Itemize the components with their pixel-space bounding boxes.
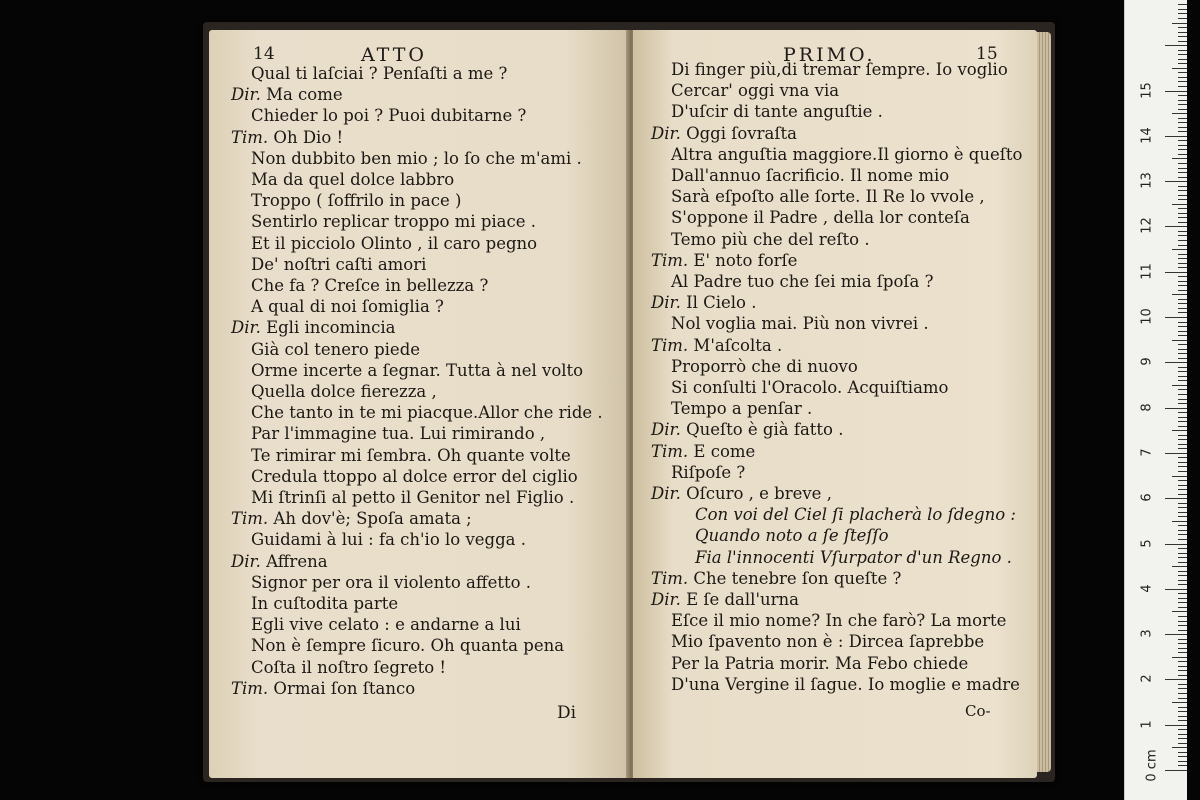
ruler-tick [1178, 50, 1187, 51]
ruler-tick [1178, 688, 1187, 689]
ruler-tick [1178, 358, 1187, 359]
ruler-tick [1178, 163, 1187, 164]
ruler-tick [1165, 679, 1187, 680]
ruler-tick [1178, 421, 1187, 422]
ruler-tick [1178, 140, 1187, 141]
ruler-tick [1172, 294, 1187, 295]
ruler-tick [1165, 408, 1187, 409]
speaker-line [231, 85, 343, 105]
ruler-tick [1172, 747, 1187, 748]
ruler-tick [1178, 104, 1187, 105]
speaker-name: Dir. [231, 318, 267, 338]
page-edges [1037, 32, 1051, 772]
verse-line: Con voi del Ciel ſi placherà lo ſdegno : [695, 505, 1016, 525]
ruler-number: 10 [1139, 308, 1155, 325]
ruler-tick [1172, 68, 1187, 69]
speaker-name: Tim. [231, 678, 274, 698]
verse-line: Mi ſtrinſi al petto il Genitor nel Figlio . [251, 488, 575, 507]
ruler-tick [1178, 399, 1187, 400]
ruler-tick [1178, 299, 1187, 300]
ruler-tick [1178, 235, 1187, 236]
ruler-tick [1178, 335, 1187, 336]
speaker-name: Dir. [651, 123, 687, 143]
ruler-tick [1178, 190, 1187, 191]
verse-line: Fia l'innocenti Vſurpator d'un Regno . [695, 547, 1012, 567]
ruler-tick [1178, 571, 1187, 572]
ruler-tick [1178, 77, 1187, 78]
verse-line: Qual ti laſciai ? Penſaſti a me ? [251, 64, 508, 83]
ruler-tick [1178, 530, 1187, 531]
running-header-right: PRIMO. [783, 44, 876, 66]
ruler-tick [1178, 593, 1187, 594]
ruler-tick [1178, 525, 1187, 526]
speaker-line [651, 484, 832, 504]
ruler-tick [1178, 32, 1187, 33]
measurement-ruler [1124, 0, 1187, 800]
verse-line: Che tanto in te mi piacque.Allor che ride . [251, 403, 603, 423]
ruler-tick [1172, 702, 1187, 703]
ruler-tick [1178, 127, 1187, 128]
ruler-tick [1172, 566, 1187, 567]
speaker-name: Dir. [651, 420, 687, 440]
ruler-tick [1178, 489, 1187, 490]
ruler-tick [1165, 226, 1187, 227]
ruler-tick [1178, 131, 1187, 132]
ruler-tick [1178, 308, 1187, 309]
verse-line: Dall'annuo ſacrificio. Il nome mio [671, 166, 950, 185]
verse-line: Guidami à lui : fa ch'io lo vegga . [251, 530, 527, 550]
ruler-tick [1178, 539, 1187, 540]
ruler-tick [1165, 136, 1187, 137]
speaker-name: Tim. [231, 127, 274, 147]
ruler-tick [1178, 693, 1187, 694]
ruler-number: 8 [1139, 402, 1155, 412]
ruler-tick [1178, 417, 1187, 418]
speaker-line [651, 420, 843, 440]
verse-line: Nol voglia mai. Più non vivrei . [671, 314, 929, 334]
ruler-tick [1178, 661, 1187, 662]
ruler-tick [1178, 639, 1187, 640]
speaker-name: Dir. [231, 85, 267, 105]
ruler-tick [1178, 534, 1187, 535]
verse-line: S'oppone il Padre , della lor conteſa [671, 208, 970, 228]
ruler-tick [1178, 707, 1187, 708]
ruler-tick [1178, 290, 1187, 291]
ruler-tick [1178, 394, 1187, 395]
ruler-number: 13 [1139, 172, 1155, 189]
speaker-line [231, 679, 415, 699]
ruler-tick [1178, 303, 1187, 304]
ruler-tick [1165, 544, 1187, 545]
ruler-tick [1178, 371, 1187, 372]
ruler-tick [1178, 213, 1187, 214]
ruler-tick [1165, 272, 1187, 273]
speaker-name: Tim. [651, 568, 694, 588]
verse-line: Al Padre tuo che ſei mia ſpoſa ? [671, 272, 934, 291]
ruler-tick [1178, 426, 1187, 427]
ruler-tick [1178, 86, 1187, 87]
ruler-tick [1178, 95, 1187, 96]
ruler-tick [1178, 471, 1187, 472]
ruler-tick [1165, 91, 1187, 92]
ruler-tick [1178, 149, 1187, 150]
speech-text: Oſcuro , e breve , [686, 484, 832, 503]
ruler-tick [1178, 331, 1187, 332]
ruler-tick [1178, 738, 1187, 739]
ruler-tick [1178, 720, 1187, 721]
verse-line: D'una Vergine il ſague. Io moglie e madre [671, 674, 1020, 694]
ruler-tick [1178, 765, 1187, 766]
ruler-number: 6 [1139, 493, 1155, 502]
ruler-tick [1178, 18, 1187, 19]
ruler-tick [1178, 444, 1187, 445]
ruler-tick [1165, 725, 1187, 726]
ruler-tick [1178, 616, 1187, 617]
ruler-tick [1178, 118, 1187, 119]
verse-line: Proporrò che di nuovo [671, 356, 858, 376]
open-book [203, 22, 1055, 782]
ruler-tick [1178, 648, 1187, 649]
verse-line: Sarà eſpoſto alle ſorte. Il Re lo vvole , [671, 187, 985, 207]
verse-line: Riſpoſe ? [671, 462, 746, 482]
ruler-tick [1178, 312, 1187, 313]
ruler-tick [1178, 168, 1187, 169]
verse-line: Troppo ( ſoffrilo in pace ) [251, 191, 462, 211]
ruler-tick [1178, 72, 1187, 73]
ruler-tick [1178, 553, 1187, 554]
speaker-line [231, 318, 395, 338]
ruler-tick [1178, 607, 1187, 608]
ruler-tick [1178, 734, 1187, 735]
ruler-tick [1178, 9, 1187, 10]
ruler-tick [1178, 756, 1187, 757]
speaker-line [651, 251, 797, 271]
ruler-tick [1178, 512, 1187, 513]
ruler-tick [1172, 23, 1187, 24]
ruler-tick [1178, 503, 1187, 504]
ruler-number: 14 [1139, 127, 1155, 144]
ruler-tick [1178, 448, 1187, 449]
ruler-tick [1178, 602, 1187, 603]
ruler-tick [1178, 195, 1187, 196]
speaker-line [231, 552, 328, 572]
speech-text: E ſe dall'urna [686, 590, 799, 609]
ruler-tick [1178, 208, 1187, 209]
ruler-tick [1178, 281, 1187, 282]
ruler-tick [1178, 643, 1187, 644]
ruler-tick [1178, 652, 1187, 653]
speaker-line [231, 509, 472, 529]
ruler-tick [1178, 439, 1187, 440]
verse-line: Quando noto a ſe ſteſſo [695, 526, 889, 546]
ruler-tick [1178, 186, 1187, 187]
ruler-unit-label: 0 cm [1144, 749, 1160, 782]
ruler-tick [1172, 204, 1187, 205]
running-header-left: ATTO [361, 44, 427, 66]
speech-text: Ormai ſon ſtanco [273, 678, 416, 698]
verse-line: D'uſcir di tante anguſtie . [671, 102, 883, 122]
ruler-tick [1165, 634, 1187, 635]
ruler-tick [1178, 711, 1187, 712]
verse-line: Sentirlo replicar troppo mi piace . [251, 212, 537, 232]
verse-line: Non è ſempre ſicuro. Oh quanta pena [251, 636, 565, 656]
ruler-tick [1178, 231, 1187, 232]
verse-line: A qual di noi ſomiglia ? [251, 297, 444, 317]
verse-line: Mio ſpavento non è : Dircea ſaprebbe [671, 632, 985, 652]
ruler-tick [1178, 353, 1187, 354]
speaker-line [651, 293, 757, 313]
ruler-tick [1178, 621, 1187, 622]
ruler-tick [1178, 480, 1187, 481]
ruler-tick [1172, 430, 1187, 431]
ruler-tick [1172, 611, 1187, 612]
ruler-tick [1172, 476, 1187, 477]
verse-line: Si conſulti l'Oracolo. Acquiſtiamo [671, 378, 949, 397]
verse-line: Et il picciolo Olinto , il caro pegno [251, 233, 538, 253]
ruler-number: 9 [1139, 357, 1155, 366]
ruler-tick [1178, 326, 1187, 327]
speaker-name: Tim. [651, 250, 694, 270]
ruler-tick [1172, 340, 1187, 341]
ruler-tick [1178, 666, 1187, 667]
ruler-tick [1178, 4, 1187, 5]
ruler-tick [1172, 249, 1187, 250]
ruler-tick [1178, 217, 1187, 218]
ruler-tick [1178, 263, 1187, 264]
ruler-tick [1178, 245, 1187, 246]
ruler-tick [1178, 54, 1187, 55]
ruler-tick [1178, 743, 1187, 744]
verse-line: Orme incerte a ſegnar. Tutta à nel volto [251, 360, 584, 380]
ruler-tick [1178, 598, 1187, 599]
verse-line: Ma da quel dolce labbro [251, 170, 455, 189]
ruler-tick [1178, 562, 1187, 563]
verse-line: Che fa ? Creſce in bellezza ? [251, 276, 489, 295]
ruler-tick [1178, 462, 1187, 463]
ruler-number: 7 [1139, 448, 1155, 457]
verse-line: Già col tenero piede [251, 339, 421, 359]
ruler-tick [1178, 81, 1187, 82]
catchword-right: Co- [965, 702, 991, 720]
ruler-tick [1178, 254, 1187, 255]
speaker-name: Tim. [651, 441, 694, 461]
ruler-number: 3 [1139, 629, 1155, 638]
verse-line: Quella dolce fierezza , [251, 382, 437, 401]
ruler-tick [1172, 113, 1187, 114]
speaker-name: Dir. [651, 590, 687, 609]
speaker-line [651, 442, 755, 462]
verse-line: Di finger più,di tremar ſempre. Io voglio [671, 60, 1008, 79]
left-page [209, 30, 629, 778]
speech-text: E' noto forſe [693, 250, 798, 270]
ruler-tick [1178, 403, 1187, 404]
speech-text: E come [693, 441, 756, 461]
ruler-number: 12 [1139, 217, 1155, 235]
ruler-tick [1178, 172, 1187, 173]
verse-line: Non dubbito ben mio ; lo ſo che m'ami . [251, 148, 582, 168]
verse-line: De' noſtri caſti amori [251, 254, 427, 274]
ruler-tick [1178, 258, 1187, 259]
verse-line: Signor per ora il violento affetto . [251, 572, 532, 592]
ruler-tick [1178, 698, 1187, 699]
ruler-tick [1178, 485, 1187, 486]
ruler-tick [1178, 575, 1187, 576]
speaker-name: Dir. [231, 551, 267, 571]
speech-text: Il Cielo . [686, 293, 757, 313]
ruler-tick [1178, 580, 1187, 581]
speaker-name: Dir. [651, 293, 687, 313]
speech-text: Oggi ſovraſta [686, 123, 797, 143]
ruler-tick [1178, 684, 1187, 685]
verse-line: Altra anguſtia maggiore.Il giorno è queſto [671, 144, 1023, 164]
ruler-tick [1178, 557, 1187, 558]
verse-line: Coſta il noſtro ſegreto ! [251, 657, 447, 677]
verse-line: Eſce il mio nome? In che farò? La morte [671, 611, 1007, 631]
ruler-tick [1178, 376, 1187, 377]
speaker-name: Tim. [231, 509, 274, 529]
speech-text: Oh Dio ! [273, 127, 344, 147]
speaker-line [651, 590, 799, 610]
ruler-tick [1178, 435, 1187, 436]
ruler-number: 4 [1139, 584, 1155, 593]
speech-text: Affrena [266, 551, 328, 571]
ruler-tick [1178, 41, 1187, 42]
ruler-tick [1178, 267, 1187, 268]
ruler-tick [1178, 222, 1187, 223]
speech-text: Egli incomincia [266, 318, 396, 338]
ruler-tick [1178, 466, 1187, 467]
ruler-tick [1178, 625, 1187, 626]
ruler-tick [1178, 494, 1187, 495]
ruler-tick [1178, 36, 1187, 37]
speaker-line [651, 569, 901, 589]
speaker-line [231, 128, 343, 148]
ruler-tick [1178, 752, 1187, 753]
ruler-tick [1178, 548, 1187, 549]
ruler-tick [1178, 675, 1187, 676]
ruler-tick [1165, 770, 1187, 771]
ruler-number: 11 [1139, 262, 1155, 280]
ruler-tick [1178, 154, 1187, 155]
ruler-tick [1172, 158, 1187, 159]
ruler-tick [1178, 367, 1187, 368]
ruler-tick [1178, 412, 1187, 413]
ruler-tick [1178, 380, 1187, 381]
page-number-right: 15 [976, 44, 998, 64]
ruler-tick [1178, 584, 1187, 585]
ruler-tick [1178, 761, 1187, 762]
ruler-tick [1178, 716, 1187, 717]
ruler-tick [1178, 145, 1187, 146]
ruler-tick [1178, 240, 1187, 241]
speech-text: Ma come [266, 85, 343, 105]
speech-text: Che tenebre ſon queſte ? [693, 568, 902, 588]
verse-line: Te rimirar mi ſembra. Oh quante volte [251, 445, 571, 465]
verse-line: Par l'immagine tua. Lui rimirando , [251, 424, 546, 444]
verse-line: Credula ttoppo al dolce error del ciglio [251, 466, 578, 486]
ruler-tick [1178, 276, 1187, 277]
verse-line: Temo più che del reſto . [671, 229, 870, 249]
ruler-tick [1178, 729, 1187, 730]
ruler-tick [1178, 285, 1187, 286]
ruler-number: 5 [1139, 538, 1155, 548]
ruler-tick [1178, 13, 1187, 14]
speech-text: M'aſcolta . [693, 335, 783, 355]
speech-text: Ah dov'è; Spoſa amata ; [273, 509, 472, 529]
speech-text: Queſto è già fatto . [686, 420, 844, 440]
ruler-tick [1178, 63, 1187, 64]
ruler-tick [1165, 181, 1187, 182]
verse-line: Cercar' oggi vna via [671, 81, 840, 101]
ruler-tick [1165, 362, 1187, 363]
ruler-tick [1178, 59, 1187, 60]
ruler-tick [1178, 349, 1187, 350]
verse-line: Chieder lo poi ? Puoi dubitarne ? [251, 106, 527, 126]
ruler-tick [1172, 657, 1187, 658]
ruler-tick [1178, 507, 1187, 508]
ruler-tick [1178, 389, 1187, 390]
verse-line: In cuſtodita parte [251, 594, 399, 613]
ruler-tick [1178, 630, 1187, 631]
ruler-tick [1165, 317, 1187, 318]
ruler-tick [1178, 457, 1187, 458]
speaker-line [651, 124, 797, 144]
ruler-tick [1178, 122, 1187, 123]
speaker-line [651, 336, 782, 356]
ruler-tick [1178, 322, 1187, 323]
ruler-tick [1178, 344, 1187, 345]
speaker-name: Dir. [651, 484, 687, 503]
ruler-tick [1165, 589, 1187, 590]
ruler-tick [1165, 453, 1187, 454]
ruler-tick [1178, 516, 1187, 517]
verse-line: Egli vive celato : e andarne a lui [251, 615, 521, 635]
right-page [633, 30, 1037, 778]
verse-line: Tempo a penſar . [671, 399, 813, 419]
ruler-tick [1165, 498, 1187, 499]
verse-line: Per la Patria morir. Ma Febo chiede [671, 653, 969, 673]
ruler-tick [1178, 199, 1187, 200]
ruler-tick [1172, 521, 1187, 522]
ruler-tick [1178, 100, 1187, 101]
speaker-name: Tim. [651, 335, 694, 355]
ruler-tick [1178, 177, 1187, 178]
ruler-tick [1178, 27, 1187, 28]
ruler-number: 1 [1139, 720, 1155, 729]
catchword-left: Di [557, 703, 577, 723]
ruler-number: 2 [1139, 674, 1155, 684]
ruler-tick [1178, 109, 1187, 110]
ruler-tick [1178, 670, 1187, 671]
page-number-left: 14 [253, 44, 275, 64]
ruler-number: 15 [1139, 81, 1155, 99]
ruler-tick [1165, 45, 1187, 46]
ruler-tick [1172, 385, 1187, 386]
